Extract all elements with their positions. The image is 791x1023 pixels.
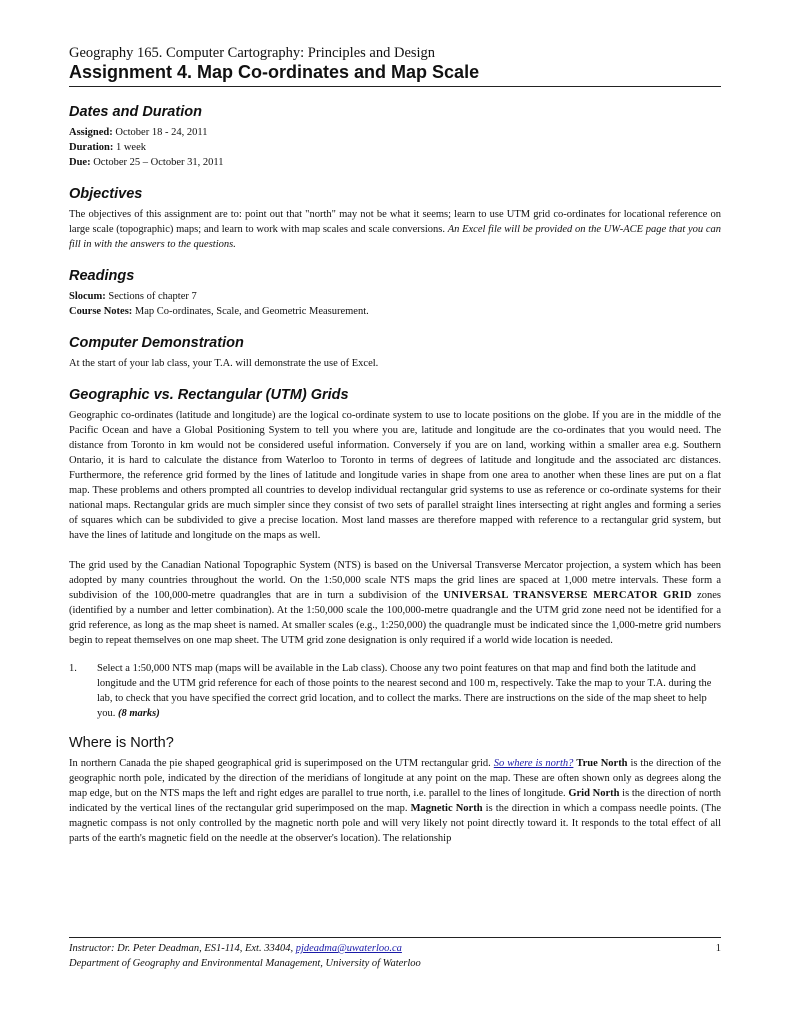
grids-paragraph-2: [69, 558, 721, 648]
north-text-1: In northern Canada the pie shaped geographical grid is superimposed on the UTM rectangular grid.: [69, 758, 494, 769]
course-notes-label: Course Notes:: [69, 306, 133, 317]
question-marks: (8 marks): [118, 708, 160, 719]
grid-north-term: Grid North: [568, 788, 620, 799]
grids-heading: Geographic vs. Rectangular (UTM) Grids: [69, 387, 349, 403]
document-page: [69, 44, 721, 846]
question-text: [97, 661, 721, 721]
instructor-email-link[interactable]: pjdeadma@uwaterloo.ca: [295, 943, 402, 954]
north-text-5: is the direction in which a compass needle points. (The magnetic compass is not only controlled by the magnetic north pole and will very likely not point directly toward it. It responds to the total effect of all parts of the earth's magnetic field on the needle at the observer's location). The relationship: [69, 803, 721, 844]
north-text-3: is the direction of the geographic north pole, indicated by the direction of the meridians of longitude at any point on the map. These are often shown only as degrees along the map edge, but on the NTS maps the left and right edges are parallel to true north, i.e. parallel to the lines of longitude.: [69, 758, 722, 799]
duration-line: [69, 140, 721, 155]
question-body: Select a 1:50,000 NTS map (maps will be available in the Lab class). Choose any two point features on that map and find both the latitude and longitude and the UTM grid reference for each of those points to the nearest second and 100 m, respectively. Take the map to your T.A. during the lab, to check that you have specified the correct grid location, and to collect the marks. There are instructions on the side of the map sheet to help you.: [97, 663, 712, 719]
footer-instructor-row: [69, 941, 721, 956]
assigned-label: Assigned:: [69, 127, 113, 138]
objectives-section: [69, 185, 721, 252]
readings-section: [69, 267, 721, 319]
course-name: Geography 165. Computer Cartography: Principles and Design: [69, 45, 436, 61]
page-number: 1: [715, 943, 721, 954]
demo-heading: Computer Demonstration: [69, 335, 244, 351]
page-footer: [69, 937, 721, 971]
dates-section: [69, 103, 721, 170]
grids-paragraph-1: Geographic co-ordinates (latitude and longitude) are the logical co-ordinate system to use to locate positions on the globe. If you are in the middle of the Pacific Ocean and have a Global Positioning System to tell you where you are, latitude and longitude are the co-ordinates that you would need. The distance from Toronto in km would not be considered useful information. Conversely if you are on land, working within a smaller area e.g. Southern Ontario, it is hard to calculate the distance from Waterloo to Toronto in terms of degrees of latitude and longitude and the associated arc distances. Furthermore, the reference grid formed by the lines of latitude and longitude varies in shape from one area to another when these lines are put on a flat map. These problems and others prompted all countries to develop individual rectangular grid systems to use as reference or co-ordinate systems for their national maps. Rectangular grids are much simpler since they consist of two sets of parallel straight lines intersecting at right angles and forming a series of squares which can be subdivided to give a precise location. Most land masses are therefore mapped with reference to a rectangular grid system, but have the lines of latitude and longitude on the maps as well.: [69, 410, 721, 541]
slocum-line: [69, 289, 721, 304]
demo-text: At the start of your lab class, your T.A. will demonstrate the use of Excel.: [69, 358, 379, 369]
objectives-body: The objectives of this assignment are to: point out that "north" may not be what it seems; learn to use UTM grid co-ordinates for locational reference on large scale (topographic) maps; and learn to work with map scales and scale conversions.: [69, 209, 721, 235]
footer-department: Department of Geography and Environmental Management, University of Waterloo: [69, 958, 421, 969]
demo-section: [69, 334, 721, 371]
utm-grid-term: UNIVERSAL TRANSVERSE MERCATOR GRID: [443, 590, 693, 601]
grids-paragraph-2-start: The grid used by the Canadian National Topographic System (NTS) is based on the Universal Transverse Mercator projection, a system which has been adopted by many countries throughout the world. On the 1:50,000 scale NTS maps the grid lines are spaced at 1,000 metre intervals. These form a subdivision of the 100,000-metre quadrangles that are in turn a subdivision of the: [69, 560, 721, 601]
where-is-north-link[interactable]: So where is north?: [493, 758, 574, 769]
magnetic-north-term: Magnetic North: [410, 803, 483, 814]
true-north-term: True North: [576, 758, 628, 769]
grids-paragraph-2-end: zones (identified by a number and letter combination). At the 1:50,000 scale the 100,000-metre quadrangle and the UTM grid zone need not be identified for a grid reference, as long as the map sheet is named. At smaller scales (e.g., 1:250,000) the quadrangle must be indicated since the 1,000-metre grid numbers begin to repeat themselves on one map sheet. The UTM grid zone designation is only required if a world wide location is needed.: [69, 590, 721, 646]
footer-department-row: [69, 956, 721, 971]
duration-value: 1 week: [113, 142, 146, 153]
due-line: [69, 155, 721, 170]
north-heading: Where is North?: [69, 735, 174, 751]
assigned-value: October 18 - 24, 2011: [112, 127, 208, 138]
question-1: [69, 661, 721, 721]
question-number: 1.: [69, 663, 77, 674]
objectives-text: [69, 207, 721, 252]
footer-instructor: [69, 941, 402, 956]
assigned-line: [69, 125, 721, 140]
due-label: Due:: [69, 157, 91, 168]
due-value: October 25 – October 31, 2011: [90, 157, 224, 168]
objectives-heading: Objectives: [69, 186, 143, 202]
north-section: [69, 734, 721, 846]
course-notes-line: [69, 304, 721, 319]
duration-label: Duration:: [69, 142, 114, 153]
objectives-note: An Excel file will be provided on the UW-ACE page that you can fill in with the answers to the questions.: [69, 224, 721, 250]
page-title: Assignment 4. Map Co-ordinates and Map Scale: [69, 62, 721, 87]
slocum-value: Sections of chapter 7: [105, 291, 197, 302]
north-paragraph: [69, 756, 721, 846]
grids-section: [69, 386, 721, 648]
north-text-4: is the direction of north indicated by the vertical lines of the rectangular grid superimposed on the map.: [69, 788, 721, 814]
instructor-text: Instructor: Dr. Peter Deadman, ES1-114, Ext. 33404,: [69, 943, 296, 954]
dates-heading: Dates and Duration: [69, 104, 202, 120]
course-notes-value: Map Co-ordinates, Scale, and Geometric Measurement.: [132, 306, 369, 317]
slocum-label: Slocum:: [69, 291, 106, 302]
readings-heading: Readings: [69, 268, 135, 284]
